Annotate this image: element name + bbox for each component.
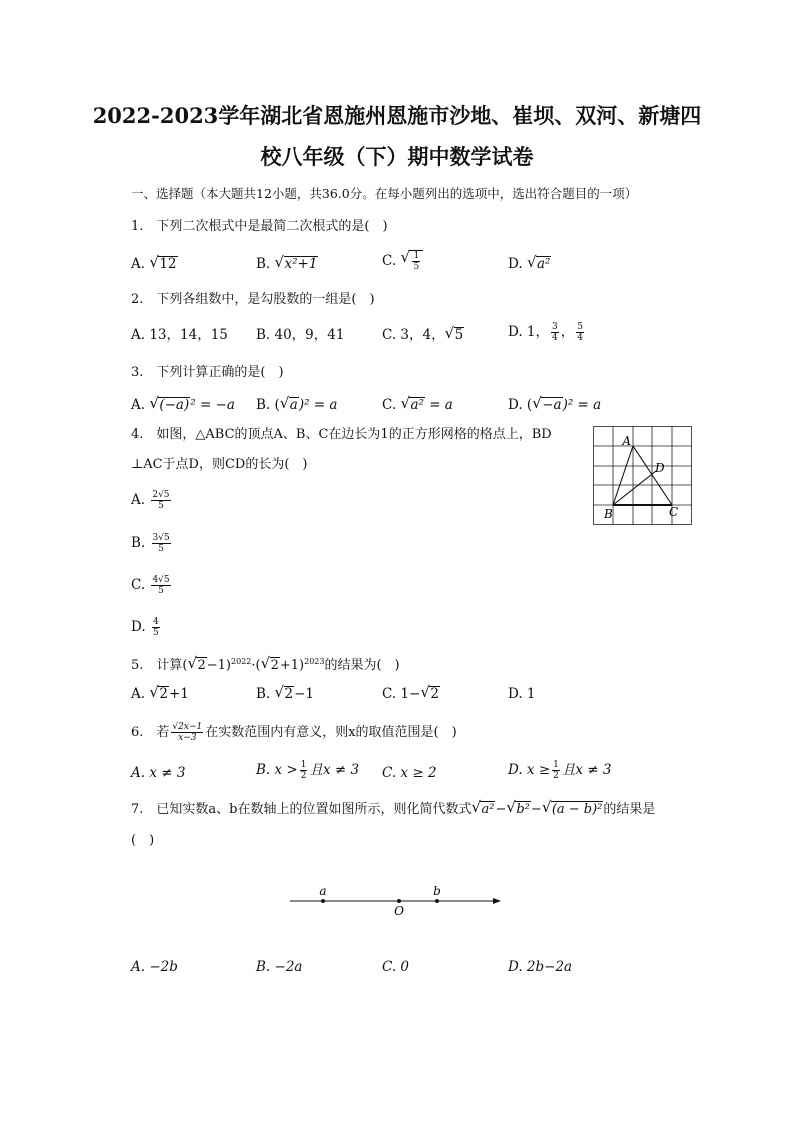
q7-stem-line-2: ( ) bbox=[131, 833, 155, 848]
section-header: 一、选择题（本大题共12小题，共36.0分。在每小题列出的选项中，选出符合题目的一项） bbox=[131, 186, 638, 201]
q1-stem: 1. 下列二次根式中是最简二次根式的是( ) bbox=[131, 219, 388, 234]
triangle-abc bbox=[613, 446, 672, 505]
q4-stem-line-1: 4. 如图，△ABC的顶点A、B、C在边长为1的正方形网格的格点上，BD bbox=[131, 427, 552, 442]
q7-number-line bbox=[285, 880, 505, 920]
title-line-2: 校八年级（下）期中数学试卷 bbox=[260, 144, 534, 169]
point-d-label: D bbox=[655, 461, 665, 475]
q5-option-a[interactable]: A. √ 2+1 bbox=[131, 685, 189, 703]
q4-option-a[interactable]: A. $\frac{2√5}{5}$ bbox=[131, 490, 170, 511]
label-a: a bbox=[319, 884, 327, 898]
fraction: $\frac{4√5}{5}$ bbox=[152, 575, 170, 596]
q2-option-b[interactable]: B. 40，9，41 bbox=[256, 327, 345, 343]
q3-option-a[interactable]: A. √ (−a)² = −a bbox=[131, 396, 235, 414]
q4-stem-line-2: ⊥AC于点D，则CD的长为( ) bbox=[131, 457, 308, 472]
q5-stem: 5. 计算(√ 2−1)$^{2022}$·(√ 2+1)$^{2023}$的结果为( ) bbox=[131, 654, 400, 674]
point-b bbox=[435, 899, 439, 903]
q2-option-a[interactable]: A. 13，14，15 bbox=[131, 327, 228, 343]
q7-stem-line-1: 7. 已知实数a、b在数轴上的位置如图所示，则化简代数式√ a²−√ b²−√ (a − b)²的结果是 bbox=[131, 801, 655, 818]
title-line-1: 2022-2023学年湖北省恩施州恩施市沙地、崔坝、双河、新塘四 bbox=[92, 103, 702, 128]
point-b-label: B bbox=[604, 507, 613, 521]
point-a bbox=[321, 899, 325, 903]
q6-option-d[interactable]: D. x ≥ $\frac{1}{2}$ 且x ≠ 3 bbox=[508, 760, 612, 781]
fraction: $\frac{4}{5}$ bbox=[152, 617, 159, 638]
q2-option-c[interactable]: C. 3，4，√ 5 bbox=[382, 326, 464, 344]
q5-option-b[interactable]: B. √ 2−1 bbox=[256, 685, 314, 703]
q2-option-d[interactable]: D. 1， $\frac{3}{4}$ ， $\frac{5}{4}$ bbox=[508, 322, 583, 343]
q5-option-d[interactable]: D. 1 bbox=[508, 686, 536, 702]
q2-stem: 2. 下列各组数中，是勾股数的一组是( ) bbox=[131, 292, 375, 307]
point-o bbox=[397, 899, 401, 903]
point-c-label: C bbox=[669, 505, 679, 519]
q1-option-b[interactable]: B. √ x²+1 bbox=[256, 255, 318, 273]
q6-option-c[interactable]: C. x ≥ 2 bbox=[382, 765, 437, 781]
q7-option-c[interactable]: C. 0 bbox=[382, 959, 410, 975]
q5-option-c[interactable]: C. 1−√ 2 bbox=[382, 685, 440, 703]
q7-option-d[interactable]: D. 2b−2a bbox=[508, 959, 573, 975]
fraction: $\frac{2√5}{5}$ bbox=[152, 490, 170, 511]
q1-option-d[interactable]: D. √ a² bbox=[508, 255, 551, 273]
q4-option-d[interactable]: D. $\frac{4}{5}$ bbox=[131, 617, 159, 638]
q3-stem: 3. 下列计算正确的是( ) bbox=[131, 365, 284, 380]
label-o: O bbox=[394, 904, 404, 918]
q6-stem: 6. 若 $\frac{√2x-1}{x-3}$ 在实数范围内有意义，则x的取值范围是( ) bbox=[131, 722, 457, 743]
q4-option-c[interactable]: C. $\frac{4√5}{5}$ bbox=[131, 575, 170, 596]
q3-option-d[interactable]: D. (√ −a)² = a bbox=[508, 396, 601, 414]
q1-option-a[interactable]: A. √ 12 bbox=[131, 255, 178, 273]
q6-option-b[interactable]: B. x > $\frac{1}{2}$ 且x ≠ 3 bbox=[256, 760, 360, 781]
q7-option-a[interactable]: A. −2b bbox=[131, 959, 178, 975]
point-a-label: A bbox=[622, 434, 631, 448]
fraction: $\frac{3√5}{5}$ bbox=[152, 533, 170, 554]
q3-option-b[interactable]: B. (√ a)² = a bbox=[256, 396, 337, 414]
q1-option-c[interactable]: C. √ $\frac{1}{5}$ bbox=[382, 250, 423, 272]
q3-option-c[interactable]: C. √ a² = a bbox=[382, 396, 453, 414]
label-b: b bbox=[433, 884, 441, 898]
q4-grid-figure bbox=[593, 426, 692, 525]
q4-option-b[interactable]: B. $\frac{3√5}{5}$ bbox=[131, 533, 170, 554]
q6-option-a[interactable]: A. x ≠ 3 bbox=[131, 765, 186, 781]
q7-option-b[interactable]: B. −2a bbox=[256, 959, 303, 975]
